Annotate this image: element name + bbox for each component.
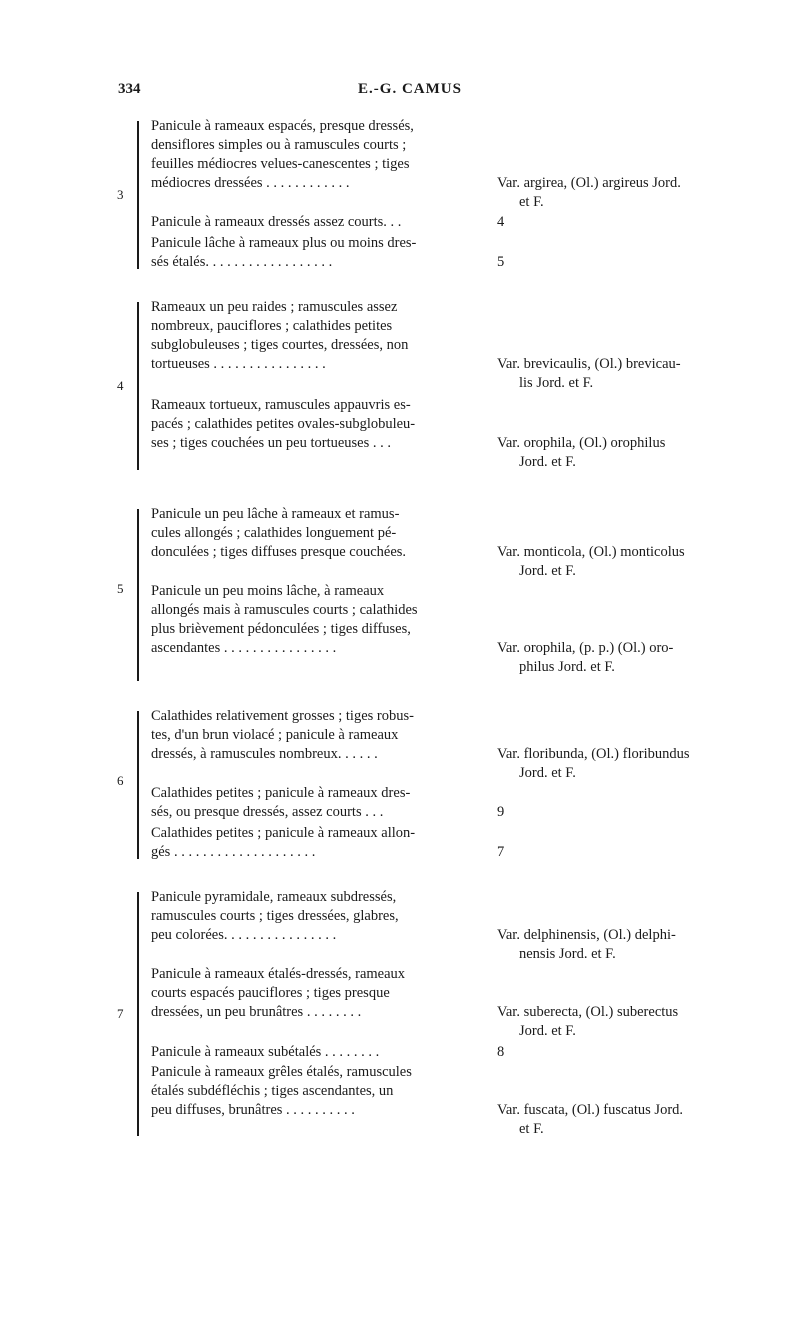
running-head: E.-G. CAMUS [358,81,462,97]
couplet-number: 3 [117,187,124,202]
key-entry: Panicule à rameaux subétalés . . . . . . . . [151,1044,380,1060]
key-group-7 [115,888,755,1138]
couplet-number: 7 [117,1006,124,1021]
key-result: Var. floribunda, (Ol.) floribundus Jord. et F. [497,746,690,781]
key-entry: Calathides petites ; panicule à rameaux allon- gés . . . . . . . . . . . . . . . . . . . . [151,825,416,860]
key-result: Var. argirea, (Ol.) argireus Jord. et F. [497,175,681,210]
key-group-5 [115,505,755,685]
key-result: Var. suberecta, (Ol.) suberectus Jord. et F. [497,1004,679,1039]
page-number: 334 [118,81,141,97]
key-result: Var. monticola, (Ol.) monticolus Jord. et F. [497,544,685,579]
key-lead-number: 4 [497,214,505,230]
key-entry: Panicule à rameaux étalés-dressés, rameaux courts espacés pauciflores ; tiges presque dressées, un peu brunâtres . . . . . . . . [151,966,406,1020]
key-entry: Panicule à rameaux espacés, presque dressés, densiflores simples ou à ramuscules courts ; feuilles médiocres velues-canescentes ; tiges médiocres dressées . . . . . . . . . . . . [151,118,414,191]
key-lead-number: 9 [497,804,505,820]
couplet-number: 6 [117,773,124,788]
couplet-number: 5 [117,581,124,596]
key-entry: Panicule lâche à rameaux plus ou moins dres- sés étalés. . . . . . . . . . . . . . . . . . [151,235,417,270]
key-entry: Rameaux un peu raides ; ramuscules assez nombreux, pauciflores ; calathides petites subglobuleuses ; tiges courtes, dressées, non tortueuses . . . . . . . . . . . . . . . . [151,299,409,372]
key-result: Var. brevicaulis, (Ol.) brevicau- lis Jord. et F. [497,356,681,391]
couplet-number: 4 [117,378,124,393]
key-entry: Calathides petites ; panicule à rameaux dres- sés, ou presque dressés, assez courts . . . [151,785,411,820]
key-lead-number: 5 [497,254,505,270]
key-result: Var. orophila, (p. p.) (Ol.) oro- philus Jord. et F. [497,640,674,675]
key-group-3 [115,117,755,272]
key-entry: Panicule à rameaux dressés assez courts. . . [151,214,402,230]
key-entry: Panicule à rameaux grêles étalés, ramuscules étalés subdéfléchis ; tiges ascendantes, un peu diffuses, brunâtres . . . . . . . . . . [151,1064,412,1118]
key-result: Var. delphinensis, (Ol.) delphi- nensis Jord. et F. [497,927,676,962]
key-entry: Rameaux tortueux, ramuscules appauvris es- pacés ; calathides petites ovales-subglobuleu- ses ; tiges couchées un peu tortueuses . . . [151,397,416,451]
key-entry: Panicule pyramidale, rameaux subdressés, ramuscules courts ; tiges dressées, glabres, peu colorées. . . . . . . . . . . . . . . . [151,889,399,943]
key-group-6 [115,707,755,862]
key-entry: Panicule un peu lâche à rameaux et ramus- cules allongés ; calathides longuement pé- donculées ; tiges diffuses presque couchées. [151,506,407,560]
key-lead-number: 8 [497,1044,505,1060]
key-entry: Panicule un peu moins lâche, à rameaux allongés mais à ramuscules courts ; calathides plus brièvement pédonculées ; tiges diffuses, ascendantes . . . . . . . . . . . . . . . . [151,583,418,656]
key-entry: Calathides relativement grosses ; tiges robus- tes, d'un brun violacé ; panicule à rameaux dressés, à ramuscules nombreux. . . . . . [151,708,414,762]
key-lead-number: 7 [497,844,505,860]
key-result: Var. orophila, (Ol.) orophilus Jord. et F. [497,435,666,470]
key-result: Var. fuscata, (Ol.) fuscatus Jord. et F. [497,1102,684,1137]
key-group-4 [115,298,755,473]
